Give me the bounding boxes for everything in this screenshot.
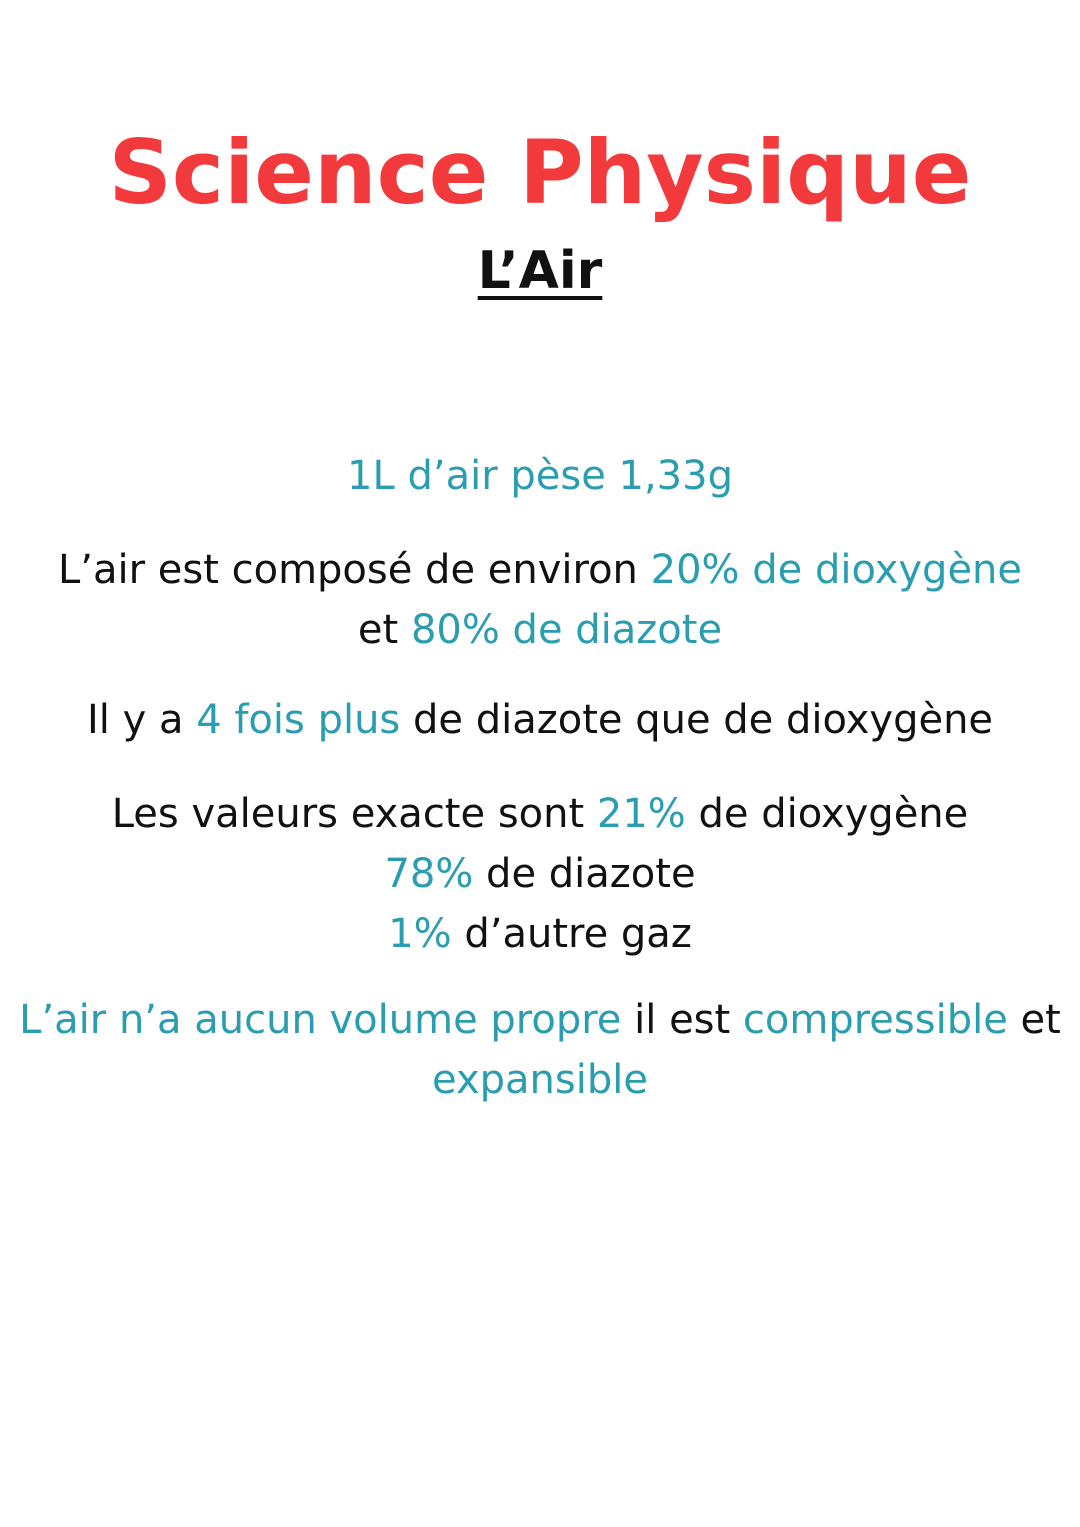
subtitle-text: L’Air	[477, 241, 603, 301]
page-title: Science Physique	[108, 121, 972, 224]
paragraph-line	[0, 540, 1080, 600]
highlight-air-weight: 1L d’air pèse 1,33g	[347, 453, 733, 499]
paragraph-air-weight	[0, 446, 1080, 506]
paragraph-line	[0, 600, 1080, 660]
page-subtitle	[0, 236, 1080, 306]
highlight-expansible: expansible	[432, 1057, 648, 1103]
highlight-compressible: compressible	[742, 997, 1008, 1043]
paragraph-air-composition	[0, 540, 1080, 660]
text-fragment: L’air est composé de environ	[57, 547, 651, 593]
highlight-diazote-exact: 78%	[384, 851, 474, 897]
highlight-dioxygen-percent: 20% de dioxygène	[650, 547, 1023, 593]
highlight-other-gas: 1%	[388, 911, 452, 957]
paragraph-line	[0, 784, 1080, 844]
paragraph-line	[0, 904, 1080, 964]
paragraph-line	[0, 844, 1080, 904]
text-fragment: et	[1007, 997, 1061, 1043]
text-fragment: Les valeurs exacte sont	[111, 791, 597, 837]
paragraph-line	[0, 1050, 1080, 1110]
paragraph-ratio	[0, 690, 1080, 750]
paragraph-line	[0, 990, 1080, 1050]
highlight-no-volume: L’air n’a aucun volume propre	[19, 997, 622, 1043]
text-fragment: il est	[621, 997, 743, 1043]
paragraph-air-properties	[0, 990, 1080, 1110]
paragraph-exact-values	[0, 784, 1080, 964]
text-fragment: et	[357, 607, 411, 653]
text-fragment: Il y a	[86, 697, 197, 743]
text-fragment: d’autre gaz	[451, 911, 692, 957]
highlight-dioxygen-exact: 21%	[596, 791, 686, 837]
text-fragment: de diazote que de dioxygène	[400, 697, 994, 743]
text-fragment: de dioxygène	[685, 791, 969, 837]
highlight-ratio: 4 fois plus	[196, 697, 401, 743]
text-fragment: de diazote	[473, 851, 696, 897]
highlight-diazote-percent: 80% de diazote	[410, 607, 723, 653]
